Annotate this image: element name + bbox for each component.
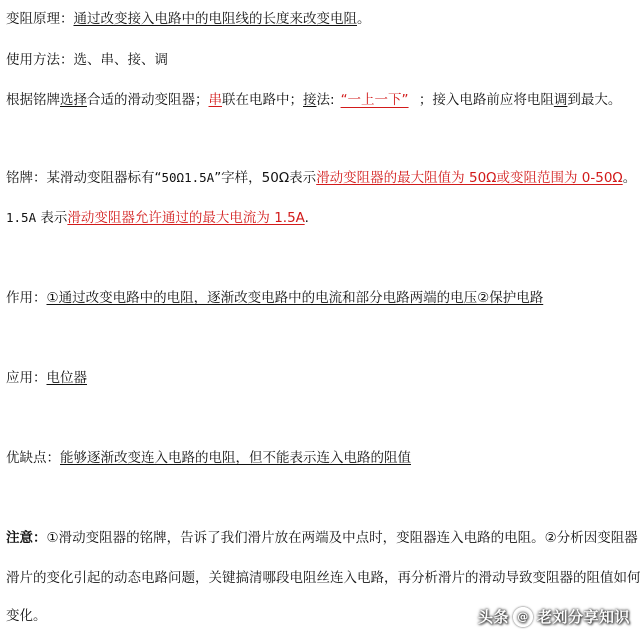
nameplate-highlight: 滑动变阻器的最大阻值为 50Ω或变阻范围为 0-50Ω (316, 170, 623, 186)
current-highlight: 滑动变阻器允许通过的最大电流为 1.5A (67, 210, 305, 226)
principle-end: 。 (357, 11, 371, 27)
select-part: 到最大。 (567, 92, 622, 108)
current-value: 1.5A (6, 210, 37, 225)
select-part: 法: (316, 92, 335, 108)
usage-line (6, 50, 168, 70)
select-part: 接 (303, 92, 317, 108)
select-part: 串 (208, 92, 222, 108)
principle-text: 通过改变接入电路中的电阻线的长度来改变电阻 (73, 11, 357, 27)
note-text-1: ①滑动变阻器的铭牌，告诉了我们滑片放在两端及中点时，变阻器连入电路的电阻。②分析因变阻器 (46, 530, 638, 546)
effect-line (6, 288, 543, 308)
nameplate-part: 。 (622, 170, 637, 186)
select-part: ；接入电路前应将电阻 (414, 92, 554, 108)
procon-label: 优缺点： (6, 450, 60, 466)
note-text-3: 变化。 (6, 608, 47, 624)
effect-label: 作用： (6, 290, 47, 306)
current-line (6, 208, 309, 228)
current-part: . (304, 210, 309, 226)
watermark-prefix: 头条 (477, 608, 509, 626)
principle-label: 变阻原理： (6, 11, 74, 27)
nameplate-line (6, 168, 636, 188)
select-part: 选择 (60, 92, 87, 108)
note-line-1 (6, 528, 638, 548)
nameplate-rating: 50Ω1.5A (161, 170, 215, 185)
current-part: 表示 (40, 210, 68, 226)
select-part: 调 (553, 92, 568, 108)
watermark-name: 老刘分享知识 (536, 608, 630, 626)
usage-text: 使用方法：选、串、接、调 (6, 52, 168, 68)
application-line (6, 368, 87, 388)
select-part-quoted: “一上一下” (340, 92, 409, 108)
nameplate-part: 铭牌：某滑动变阻器标有“ (6, 170, 162, 186)
application-text: 电位器 (46, 370, 87, 386)
select-line (6, 90, 621, 110)
principle-line (6, 9, 371, 29)
watermark-at-icon: @ (513, 607, 533, 627)
note-label: 注意： (6, 530, 47, 546)
watermark (478, 606, 630, 627)
select-part: 合适的滑动变阻器； (87, 92, 209, 108)
select-part: 根据铭牌 (6, 92, 60, 108)
procon-line (6, 448, 411, 468)
note-line-2 (6, 568, 640, 588)
application-label: 应用： (6, 370, 47, 386)
note-line-3 (6, 606, 47, 626)
procon-text: 能够逐渐改变连入电路的电阻，但不能表示连入电路的阻值 (60, 450, 411, 466)
nameplate-part: ”字样，50Ω表示 (214, 170, 317, 186)
note-text-2: 滑片的变化引起的动态电路问题，关键搞清哪段电阻丝连入电路，再分析滑片的滑动导致变阻器的阻值如何 (6, 570, 640, 586)
effect-text: ①通过改变电路中的电阻，逐渐改变电路中的电流和部分电路两端的电压②保护电路 (46, 290, 544, 306)
select-part: 联在电路中； (222, 92, 303, 108)
